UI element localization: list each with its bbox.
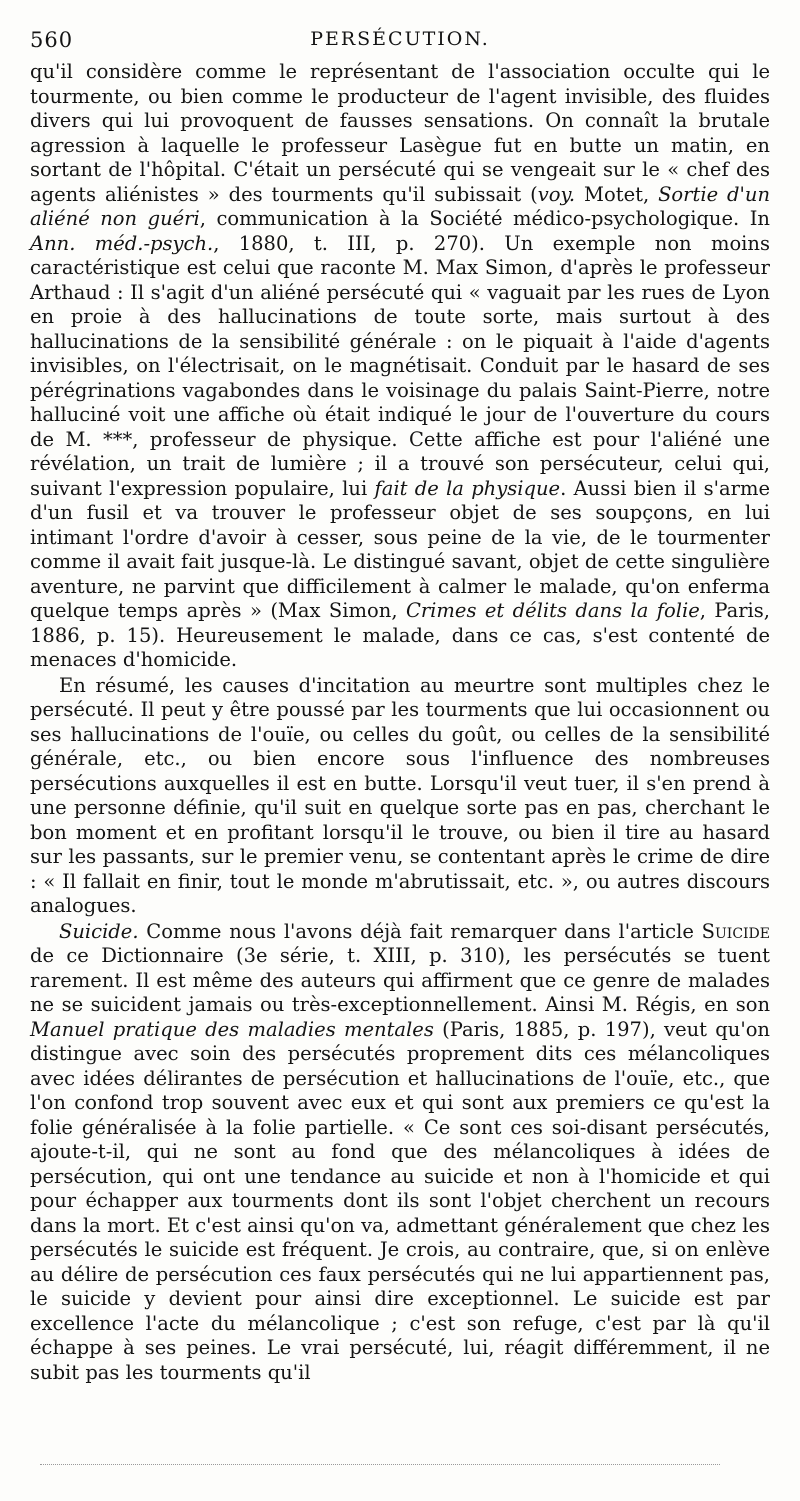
text-run: Comme nous l'avons déjà fait remarquer dans l'article [138,919,702,943]
text-run: , communication à la Société médico-psychologique. In [199,207,770,230]
text-run: de ce Dictionnaire (3e série, t. XIII, p. 310), les persécutés se tuent rarement. Il est même des auteurs qui affirment que ce genre de malades ne se suicident jamais ou très-exceptionnellement. Ainsi M. Régis, en son [30,944,770,1016]
paragraph [30,674,770,919]
text-run: Motet, [575,182,659,206]
small-caps-run: Suicide [701,919,770,943]
paragraph [30,920,770,1386]
body-text [30,60,770,1385]
italic-run: Ann. méd.-psych. [30,231,214,255]
running-head [30,28,770,58]
italic-run: fait de la physique [374,476,561,500]
text-run: qu'il considère comme le représentant de l'association occulte qui le tourmente, ou bien comme le producteur de l'agent invisible, des fluides divers qui lui provoquent de fausses sensations. On connaît la brutale agression à laquelle le professeur Lasègue fut en butte un matin, en sortant de l'hôpital. C'était un persécuté qui se vengeait sur le « chef des agents aliénistes » des tourments qu'il subissait ( [30,60,770,206]
text-run: , 1880, t. III, p. 270). Un exemple non moins caractéristique est celui que raconte M. Max Simon, d'après le professeur Arthaud : Il s'agit d'un aliéné persécuté qui « vaguait par les rues de Lyon en proie à des hallucinations de toute sorte, mais surtout à des hallucinations de la sensibilité générale : on le piquait à l'aide d'agents invisibles, on l'électrisait, on le magnétisait. Conduit par le hasard de ses pérégrinations vagabondes dans le voisinage du palais Saint-Pierre, notre halluciné voit une affiche où était indiqué le jour de l'ouverture du cours de M. ***, professeur de physique. Cette affiche est pour l'aliéné une révélation, un trait de lumière ; il a trouvé son persécuteur, celui qui, suivant l'expression populaire, lui [30,231,770,500]
paragraph [30,60,770,673]
italic-run: Manuel pratique des maladies mentales [30,1017,434,1041]
page-number: 560 [30,28,74,52]
italic-run: voy. [537,182,576,206]
italic-run: Suicide. [59,919,139,943]
italic-run: Sortie d'un aliéné non guéri [30,182,770,230]
text-run: . Aussi bien il s'arme d'un fusil et va trouver le professeur objet de ses soupçons, en lui intimant l'ordre d'avoir à cesser, sous peine de la vie, de le tourmenter comme il avait fait jusque-là. Le distingué savant, objet de cette singulière aventure, ne parvint que difficilement à calmer le malade, qu'on enferma quelque temps après » (Max Simon, [30,476,771,622]
footer-rule [40,1464,720,1465]
text-run: En résumé, les causes d'incitation au meurtre sont multiples chez le persécuté. Il peut y être poussé par les tourments que lui occasionnent ou ses hallucinations de l'ouïe, ou celles du goût, ou celles de la sensibilité générale, etc., ou bien encore sous l'influence des nombreuses persécutions auxquelles il est en butte. Lorsqu'il veut tuer, il s'en prend à une personne définie, qu'il suit en quelque sorte pas en pas, cherchant le bon moment et en profitant lorsqu'il le trouve, ou bien il tire au hasard sur les passants, sur le premier venu, se contentant après le crime de dire : « Il fallait en finir, tout le monde m'abrutissait, etc. », ou autres discours analogues. [30,673,770,917]
running-title: PERSÉCUTION. [310,28,490,50]
italic-run: Crimes et délits dans la folie [405,599,700,622]
text-run: , Paris, 1886, p. 15). Heureusement le malade, dans ce cas, s'est contenté de menaces d'homicide. [30,599,770,671]
text-run: (Paris, 1885, p. 197), veut qu'on distingue avec soin des persécutés proprement dits ces mélancoliques avec idées délirantes de persécution et hallucinations de l'ouïe, etc., que l'on confond trop souvent avec eux et qui sont aux premiers ce qu'est la folie généralisée à la folie partielle. « Ce sont ces soi-disant persécutés, ajoute-t-il, qui ne sont au fond que des mélancoliques à idées de persécution, qui ont une tendance au suicide et non à l'homicide et qui pour échapper aux tourments dont ils sont l'objet cherchent un recours dans la mort. Et c'est ainsi qu'on va, admettant généralement que chez les persécutés le suicide est fréquent. Je crois, au contraire, que, si on enlève au délire de persécution ces faux persécutés qui ne lui appartiennent pas, le suicide y devient pour ainsi dire exceptionnel. Le suicide est par excellence l'acte du mélancolique ; c'est son refuge, c'est par là qu'il échappe à ses peines. Le vrai persécuté, lui, réagit différemment, il ne subit pas les tourments qu'il [30,1017,770,1384]
